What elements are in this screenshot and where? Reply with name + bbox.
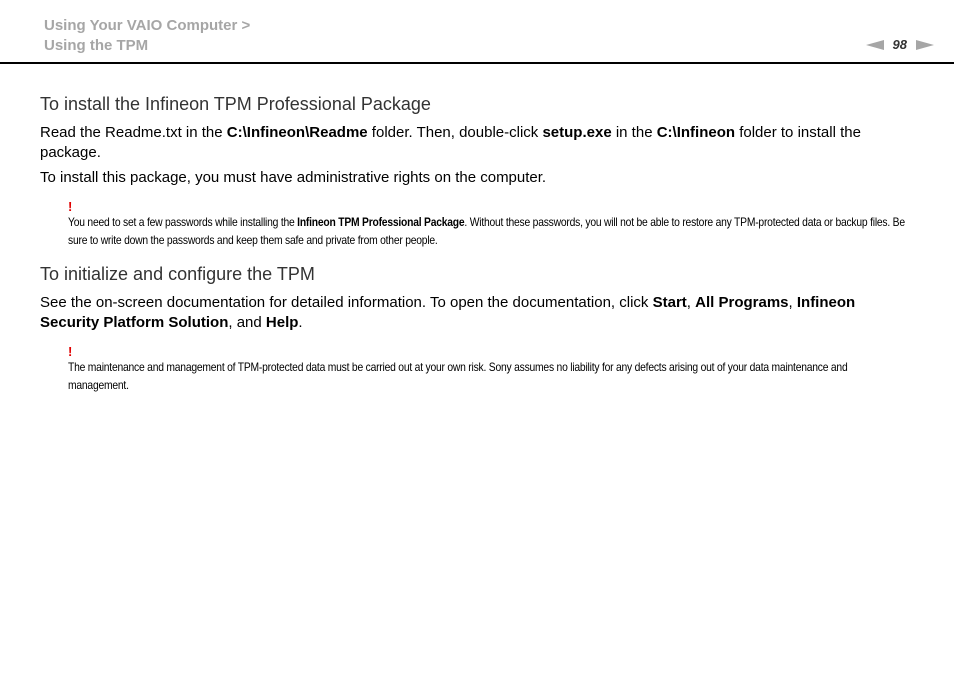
text-segment: Read the Readme.txt in the bbox=[40, 124, 227, 141]
page-navigation bbox=[866, 37, 934, 52]
next-page-arrow-icon[interactable] bbox=[916, 40, 934, 50]
warning-icon: ! bbox=[68, 344, 73, 359]
warning-text bbox=[68, 213, 911, 249]
warning-text: The maintenance and management of TPM-protected data must be carried out at your own risk. Sony assumes no liability for any defects arising out of your data maintenance and management. bbox=[68, 360, 848, 392]
previous-page-arrow-icon[interactable] bbox=[866, 40, 884, 50]
liability-warning bbox=[68, 346, 915, 394]
text-segment: You need to set a few passwords while installing the bbox=[68, 215, 298, 229]
page-content bbox=[40, 93, 915, 408]
package-name: Infineon TPM Professional Package bbox=[297, 215, 465, 229]
install-instructions bbox=[40, 123, 915, 163]
infineon-solution-label: Infineon Security Platform Solution bbox=[40, 294, 856, 331]
text-segment: , bbox=[686, 294, 696, 311]
page-number: 98 bbox=[892, 37, 907, 52]
all-programs-label: All Programs bbox=[695, 294, 789, 311]
warning-icon: ! bbox=[68, 199, 73, 214]
text-segment: . Without these passwords, you will not be able to restore any TPM-protected data or backup files. Be sure to write down the passwords and keep them safe and private from other people. bbox=[68, 215, 905, 247]
text-segment: , bbox=[788, 294, 797, 311]
text-segment: See the on-screen documentation for detailed information. To open the documentation, click bbox=[40, 294, 653, 311]
header-divider bbox=[0, 62, 954, 64]
text-segment: folder. Then, double-click bbox=[367, 124, 543, 141]
start-menu-label: Start bbox=[652, 294, 687, 311]
infineon-folder-path: C:\Infineon bbox=[656, 124, 736, 141]
admin-rights-note: To install this package, you must have administrative rights on the computer. bbox=[40, 169, 547, 186]
readme-folder-path: C:\Infineon\Readme bbox=[226, 124, 368, 141]
text-segment: folder to install the package. bbox=[40, 124, 861, 161]
documentation-instructions bbox=[40, 293, 915, 333]
breadcrumb-line-1: Using Your VAIO Computer > bbox=[44, 17, 251, 34]
breadcrumb bbox=[44, 16, 250, 56]
text-segment: , and bbox=[228, 314, 266, 331]
section-heading-install: To install the Infineon TPM Professional Package bbox=[40, 94, 431, 114]
breadcrumb-line-2: Using the TPM bbox=[44, 37, 149, 54]
text-segment: in the bbox=[611, 124, 657, 141]
setup-exe-name: setup.exe bbox=[542, 124, 612, 141]
help-label: Help bbox=[265, 314, 299, 331]
password-warning bbox=[68, 201, 915, 249]
text-segment: . bbox=[298, 314, 303, 331]
section-heading-initialize: To initialize and configure the TPM bbox=[40, 264, 315, 284]
